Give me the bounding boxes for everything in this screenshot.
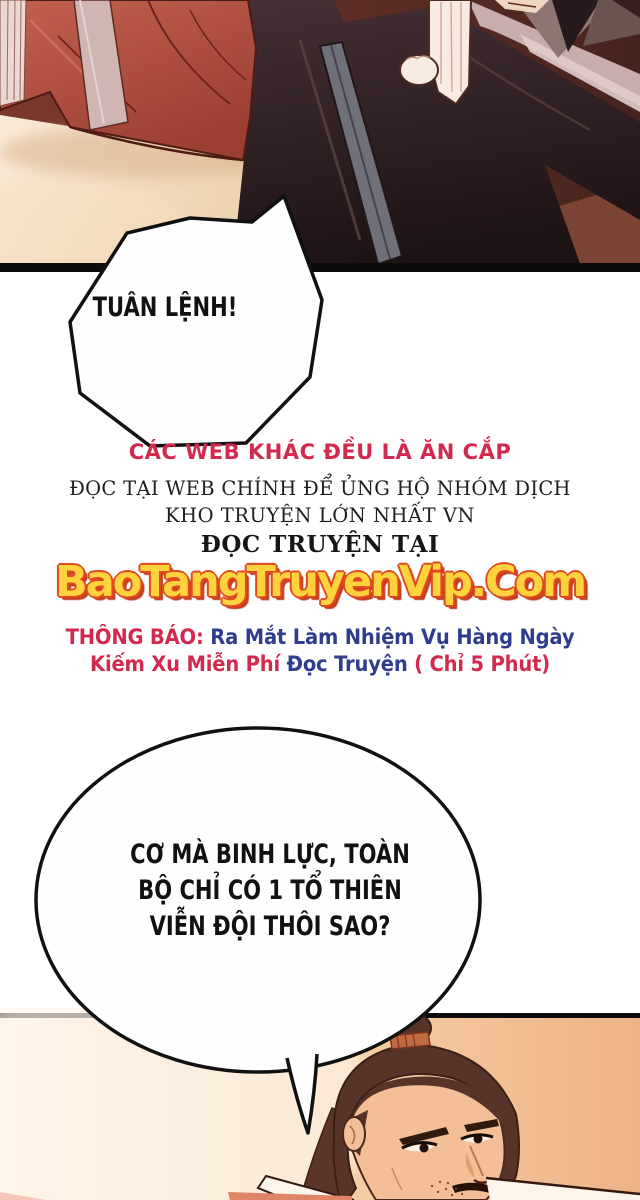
notice-text-blue: Ra Mắt Làm Nhiệm Vụ Hàng Ngày	[210, 625, 575, 649]
speech-line: CƠ MÀ BINH LỰC, TOÀN	[130, 839, 410, 870]
speech-bubble-2-text	[130, 837, 411, 945]
promo-read-at-line: ĐỌC TRUYỆN TẠI	[200, 531, 440, 558]
speech-line: VIỄN ĐỘI THÔI SAO?	[149, 911, 391, 942]
promo-library-line: KHO TRUYỆN LỚN NHẤT VN	[165, 504, 475, 527]
promo-warning-line: CÁC WEB KHÁC ĐỀU LÀ ĂN CẮP	[128, 440, 512, 464]
promo-notice-line-1	[22, 625, 617, 649]
promo-notice-line-2	[22, 652, 617, 676]
speech-line: BỘ CHỈ CÓ 1 TỔ THIÊN	[138, 875, 402, 906]
promo-support-line: ĐỌC TẠI WEB CHÍNH ĐỂ ỦNG HỘ NHÓM DỊCH	[69, 477, 571, 500]
speech-bubble-1-text: TUÂN LỆNH!	[92, 292, 238, 323]
notice-text-red: ( Chỉ 5 Phút)	[414, 652, 550, 676]
notice-text-red: Kiếm Xu Miễn Phí	[90, 652, 281, 676]
site-logo: BaoTangTruyenVip.Com	[54, 557, 586, 607]
notice-label: THÔNG BÁO:	[65, 625, 204, 649]
notice-text-blue: Đọc Truyện	[286, 652, 408, 676]
